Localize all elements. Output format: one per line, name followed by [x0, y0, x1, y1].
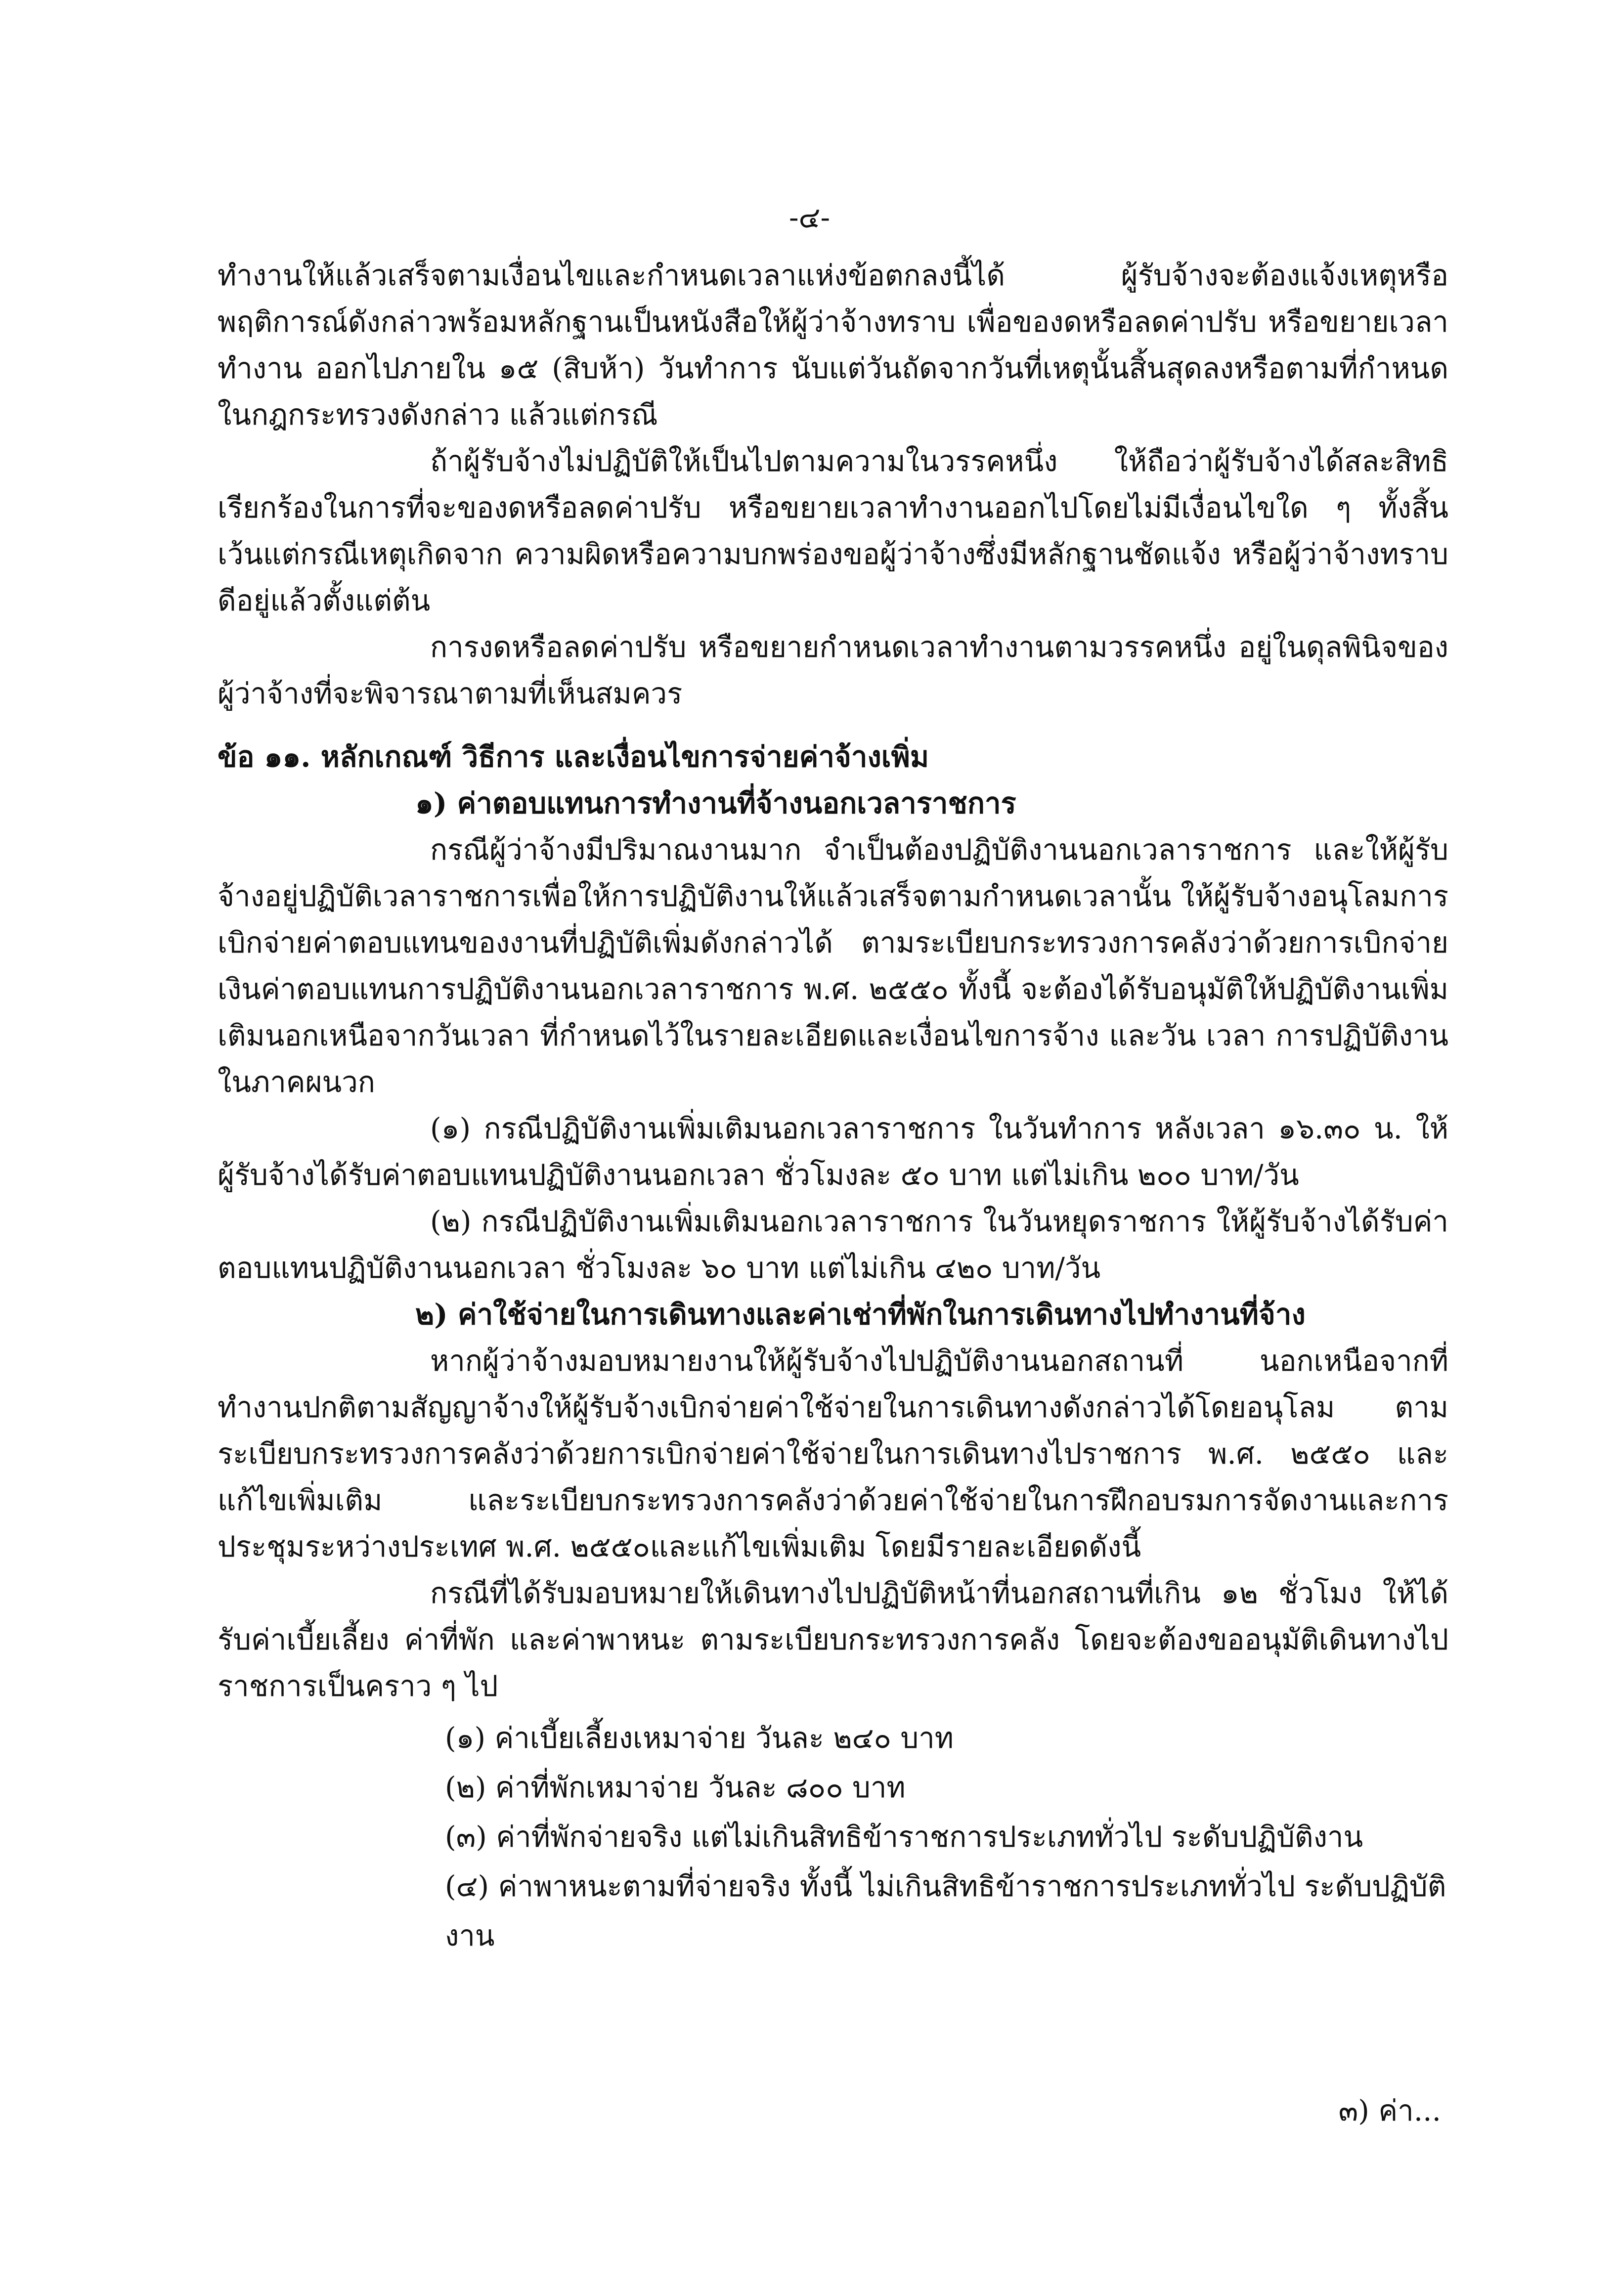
subsection-travel-title: ๒) ค่าใช้จ่ายในการเดินทางและค่าเช่าที่พักในการเดินทางไปทำงานที่จ้าง	[415, 1298, 1306, 1331]
paragraph-deadline-notice: ทำงานให้แล้วเสร็จตามเงื่อนไขและกำหนดเวลาแห่งข้อตกลงนี้ได้ ผู้รับจ้างจะต้องแจ้งเหตุหรือ พฤติการณ์ดังกล่าวพร้อมหลักฐานเป็นหนังสือให้ผู้ว่าจ้างทราบ เพื่อของดหรือลดค่าปรับ หรือขยายเวลาทำงาน ออกไปภายใน ๑๕ (สิบห้า) วันทำการ นับแต่วันถัดจากวันที่เหตุนั้นสิ้นสุดลงหรือตามที่กำหนดในกฎกระทรวงดังกล่าว แล้วแต่กรณี	[218, 259, 1448, 432]
subsection-travel-body: หากผู้ว่าจ้างมอบหมายงานให้ผู้รับจ้างไปปฏิบัติงานนอกสถานที่ นอกเหนือจากที่ทำงานปกติตามสัญญาจ้างให้ผู้รับจ้างเบิกจ่ายค่าใช้จ่ายในการเดินทางดังกล่าวได้โดยอนุโลม ตามระเบียบกระทรวงการคลังว่าด้วยการเบิกจ่ายค่าใช้จ่ายในการเดินทางไปราชการ พ.ศ. ๒๕๕๐ และแก้ไขเพิ่มเติม และระเบียบกระทรวงการคลังว่าด้วยค่าใช้จ่ายในการฝึกอบรมการจัดงานและการประชุมระหว่างประเทศ พ.ศ. ๒๕๕๐และแก้ไขเพิ่มเติม โดยมีรายละเอียดดังนี้	[218, 1344, 1448, 1563]
overtime-item-weekday: (๑) กรณีปฏิบัติงานเพิ่มเติมนอกเวลาราชการ ในวันทำการ หลังเวลา ๑๖.๓๐ น. ให้ผู้รับจ้างได้รับค่าตอบแทนปฏิบัติงานนอกเวลา ชั่วโมงละ ๕๐ บาท แต่ไม่เกิน ๒๐๐ บาท/วัน	[218, 1112, 1448, 1192]
subsection-overtime-title: ๑) ค่าตอบแทนการทำงานที่จ้างนอกเวลาราชการ	[415, 786, 1016, 820]
page-continuation: ๓) ค่า...	[1338, 2094, 1441, 2127]
subsection-travel-allowance: กรณีที่ได้รับมอบหมายให้เดินทางไปปฏิบัติหน้าที่นอกสถานที่เกิน ๑๒ ชั่วโมง ให้ได้รับค่าเบี้ยเลี้ยง ค่าที่พัก และค่าพาหนะ ตามระเบียบกระทรวงการคลัง โดยจะต้องขออนุมัติเดินทางไปราชการเป็นคราว ๆ ไป	[218, 1576, 1448, 1703]
list-item: (๓) ค่าที่พักจ่ายจริง แต่ไม่เกินสิทธิข้าราชการประเภททั่วไป ระดับปฏิบัติงาน	[445, 1820, 1363, 1854]
overtime-item-holiday: (๒) กรณีปฏิบัติงานเพิ่มเติมนอกเวลาราชการ ในวันหยุดราชการ ให้ผู้รับจ้างได้รับค่าตอบแทนปฏิบัติงานนอกเวลา ชั่วโมงละ ๖๐ บาท แต่ไม่เกิน ๔๒๐ บาท/วัน	[218, 1205, 1448, 1285]
list-item: (๒) ค่าที่พักเหมาจ่าย วันละ ๘๐๐ บาท	[445, 1771, 906, 1804]
paragraph-discretion: การงดหรือลดค่าปรับ หรือขยายกำหนดเวลาทำงานตามวรรคหนึ่ง อยู่ในดุลพินิจของผู้ว่าจ้างที่จะพิจารณาตามที่เห็นสมควร	[218, 630, 1448, 710]
list-item: (๑) ค่าเบี้ยเลี้ยงเหมาจ่าย วันละ ๒๔๐ บาท	[445, 1721, 954, 1755]
travel-expense-list	[218, 1713, 1448, 1960]
document-body	[218, 252, 1448, 1960]
section-heading: ข้อ ๑๑. หลักเกณฑ์ วิธีการ และเงื่อนไขการจ่ายค่าจ้างเพิ่ม	[218, 740, 929, 774]
page-number: -๔-	[788, 201, 831, 234]
list-item: (๔) ค่าพาหนะตามที่จ่ายจริง ทั้งนี้ ไม่เกินสิทธิข้าราชการประเภททั่วไป ระดับปฏิบัติงาน	[445, 1869, 1446, 1952]
subsection-overtime-body: กรณีผู้ว่าจ้างมีปริมาณงานมาก จำเป็นต้องปฏิบัติงานนอกเวลาราชการ และให้ผู้รับจ้างอยู่ปฏิบัติเวลาราชการเพื่อให้การปฏิบัติงานให้แล้วเสร็จตามกำหนดเวลานั้น ให้ผู้รับจ้างอนุโลมการเบิกจ่ายค่าตอบแทนของงานที่ปฏิบัติเพิ่มดังกล่าวได้ ตามระเบียบกระทรวงการคลังว่าด้วยการเบิกจ่ายเงินค่าตอบแทนการปฏิบัติงานนอกเวลาราชการ พ.ศ. ๒๕๕๐ ทั้งนี้ จะต้องได้รับอนุมัติให้ปฏิบัติงานเพิ่มเติมนอกเหนือจากวันเวลา ที่กำหนดไว้ในรายละเอียดและเงื่อนไขการจ้าง และวัน เวลา การปฏิบัติงาน ในภาคผนวก	[218, 833, 1448, 1099]
paragraph-waiver: ถ้าผู้รับจ้างไม่ปฏิบัติให้เป็นไปตามความในวรรคหนึ่ง ให้ถือว่าผู้รับจ้างได้สละสิทธิเรียกร้องในการที่จะของดหรือลดค่าปรับ หรือขยายเวลาทำงานออกไปโดยไม่มีเงื่อนไขใด ๆ ทั้งสิ้น เว้นแต่กรณีเหตุเกิดจาก ความผิดหรือความบกพร่องขอผู้ว่าจ้างซึ่งมีหลักฐานชัดแจ้ง หรือผู้ว่าจ้างทราบดีอยู่แล้วตั้งแต่ต้น	[218, 444, 1448, 617]
